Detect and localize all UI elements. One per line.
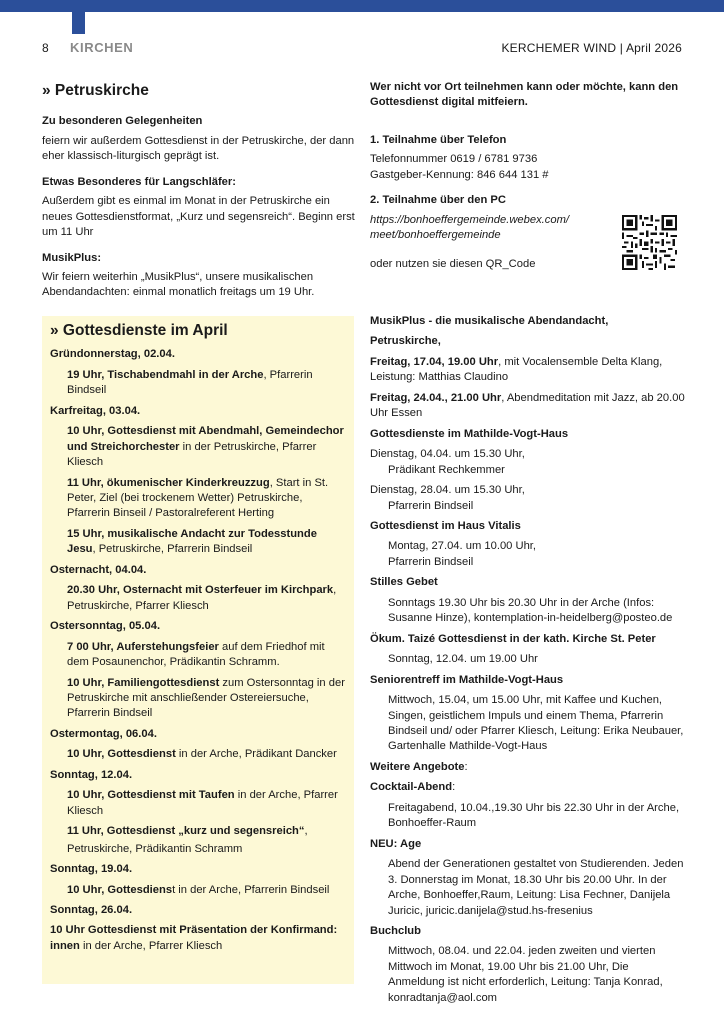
day-sonntag-12: Sonntag, 12.04. — [50, 768, 133, 781]
petruskirche-section — [42, 80, 357, 311]
top-bar — [0, 0, 724, 12]
neu-heading: NEU: Age — [370, 837, 422, 850]
top-bar-notch — [72, 12, 85, 34]
section-title: KIRCHEN — [70, 40, 134, 55]
service-entry: 7 00 Uhr, Auferstehungsfeier auf dem Friedhof mit dem Posaunenchor, Prädikantin Schramm. — [67, 640, 325, 669]
phone-heading: 1. Teilnahme über Telefon — [370, 133, 507, 146]
taize-text: Sonntag, 12.04. um 19.00 Uhr — [388, 653, 538, 666]
taize-heading: Ökum. Taizé Gottesdienst in der kath. Kirche St. Peter — [370, 632, 656, 645]
pc-url-line-1[interactable]: https://bonhoeffergemeinde.webex.com/ — [370, 213, 570, 226]
service-entry-line: Petruskirche, Prädikantin Schramm — [67, 842, 243, 855]
late-heading: Etwas Besonderes für Langschläfer: — [42, 175, 236, 188]
late-text: Außerdem gibt es einmal im Monat in der Petruskirche ein neues Gottesdienstformat, „Kurz und segensreich“. Beginn erst um 11 Uhr — [42, 195, 355, 239]
service-entry: 19 Uhr, Tischabendmahl in der Arche, Pfarrerin Bindseil — [67, 368, 313, 397]
april-services-box — [42, 316, 354, 984]
pc-url-line-2[interactable]: meet/bonhoeffergemeinde — [370, 229, 501, 242]
page-number: 8 — [42, 41, 49, 55]
musikplus-heading: MusikPlus - die musikalische Abendandacht, — [370, 315, 609, 327]
service-entry: 10 Uhr, Gottesdienst in der Arche, Prädikant Dancker — [67, 748, 337, 761]
day-sonntag-19: Sonntag, 19.04. — [50, 863, 133, 876]
service-entry: 11 Uhr, ökumenischer Kinderkreuzzug, Start in St. Peter, Ziel (bei trockenem Wetter) Petruskirche, Pfarrerin Binseil / Pastoralreferent Herting — [67, 476, 329, 520]
mvh-heading: Gottesdienste im Mathilde-Vogt-Haus — [370, 427, 569, 440]
neu-text: Abend der Generationen gestaltet von Studierenden. Jeden 3. Donnerstag im Monat, 18.30 Uhr bis 20.00 Uhr. In der Arche, Bonhoeffer,Raum, Leitung: Lisa Fechner, Danijela Juricic, juricic.danijela@stud.hs-fresenius — [388, 858, 684, 917]
musikplus-event: Freitag, 24.04., 21.00 Uhr, Abendmeditation mit Jazz, ab 20.00 Uhr Essen — [370, 391, 685, 420]
musik-heading: MusikPlus: — [42, 251, 102, 264]
pc-heading: 2. Teilnahme über den PC — [370, 194, 506, 207]
cocktail-heading: Cocktail-Abend: — [370, 781, 456, 794]
mvh-event-1-date: Dienstag, 04.04. um 15.30 Uhr, — [370, 448, 525, 461]
day-karfreitag: Karfreitag, 03.04. — [50, 404, 141, 417]
mvh-event-2-person: Pfarrerin Bindseil — [388, 499, 474, 512]
service-entry: 10 Uhr, Familiengottesdienst zum Ostersonntag in der Petruskirche mit anschließender Ostereiersuche, Pfarrerin Bindseil — [67, 676, 345, 720]
gebet-heading: Stilles Gebet — [370, 576, 438, 589]
musikplus-event: Freitag, 17.04, 19.00 Uhr, mit Vocalensemble Delta Klang, Leistung: Matthias Claudino — [370, 355, 663, 384]
phone-code: Gastgeber-Kennung: 846 644 131 # — [370, 168, 549, 181]
service-entry: 10 Uhr, Gottesdienst mit Abendmahl, Gemeindechor und Streichorchester in der Petruskirche, Pfarrer Kliesch — [67, 425, 344, 469]
musik-text: Wir feiern weiterhin „MusikPlus“, unsere musikalischen Abendandachten: einmal monatlich freitags um 19 Uhr. — [42, 271, 315, 299]
vitalis-date: Montag, 27.04. um 10.00 Uhr, — [388, 540, 537, 553]
running-head: KERCHEMER WIND | April 2026 — [501, 41, 682, 55]
day-ostermontag: Ostermontag, 06.04. — [50, 727, 157, 740]
service-entry: 20.30 Uhr, Osternacht mit Osterfeuer im Kirchpark, Petruskirche, Pfarrer Kliesch — [67, 584, 337, 612]
mvh-event-2-date: Dienstag, 28.04. um 15.30 Uhr, — [370, 484, 525, 497]
vitalis-person: Pfarrerin Bindseil — [388, 555, 474, 568]
musikplus-place: Petruskirche, — [370, 335, 441, 348]
april-title: » Gottesdienste im April — [50, 322, 228, 339]
qr-code-icon[interactable] — [622, 215, 677, 270]
senioren-text: Mittwoch, 15.04, um 15.00 Uhr, mit Kaffee und Kuchen, Singen, geistlichem Impuls und einem Thema, Pfarrerin Bindseil und/ oder Pfarrer Kliesch, Leitung: Erika Neubauer, Gartenhalle Mathilde-Vogt-Haus — [388, 694, 684, 753]
phone-number: Telefonnummer 0619 / 6781 9736 — [370, 153, 538, 166]
vitalis-heading: Gottesdienst im Haus Vitalis — [370, 519, 521, 532]
service-entry: 10 Uhr Gottesdienst mit Präsentation der Konfirmand: innen in der Arche, Pfarrer Kliesch — [50, 924, 338, 952]
cocktail-text: Freitagabend, 10.04.,19.30 Uhr bis 22.30 Uhr in der Arche, Bonhoeffer-Raum — [388, 801, 680, 830]
day-gruendonnerstag: Gründonnerstag, 02.04. — [50, 348, 175, 361]
service-entry: 10 Uhr, Gottesdienst in der Arche, Pfarrerin Bindseil — [67, 883, 330, 896]
qr-note: oder nutzen sie diesen QR_Code — [370, 257, 536, 270]
events-section — [370, 314, 686, 1011]
day-osternacht: Osternacht, 04.04. — [50, 563, 147, 576]
senioren-heading: Seniorentreff im Mathilde-Vogt-Haus — [370, 673, 564, 686]
petruskirche-title: » Petruskirche — [42, 82, 149, 99]
gebet-text: Sonntags 19.30 Uhr bis 20.30 Uhr in der Arche (Infos: Susanne Hinze), kontemplation-in-heidelberg@posteo.de — [388, 596, 673, 625]
buchclub-heading: Buchclub — [370, 924, 421, 937]
service-entry: 11 Uhr, Gottesdienst „kurz und segensreich“, — [67, 825, 308, 838]
mvh-event-1-person: Prädikant Rechkemmer — [388, 463, 505, 476]
digital-intro: Wer nicht vor Ort teilnehmen kann oder möchte, kann den Gottesdienst digital mitfeiern. — [370, 81, 679, 109]
service-entry: 15 Uhr, musikalische Andacht zur Todesstunde Jesu, Petruskirche, Pfarrerin Bindseil — [67, 527, 317, 556]
special-text: feiern wir außerdem Gottesdienst in der Petruskirche, der dann eher klassisch-liturgisch geprägt ist. — [42, 134, 355, 163]
special-heading: Zu besonderen Gelegenheiten — [42, 115, 203, 128]
day-ostersonntag: Ostersonntag, 05.04. — [50, 620, 161, 633]
weitere-heading: Weitere Angebote: — [370, 760, 468, 773]
service-entry: 10 Uhr, Gottesdienst mit Taufen in der Arche, Pfarrer Kliesch — [67, 789, 338, 817]
buchclub-text: Mittwoch, 08.04. und 22.04. jeden zweiten und vierten Mittwoch im Monat, 19.00 Uhr bis 21.00 Uhr, Die Anmeldung ist nicht erforderlich, Leitung: Tanja Konrad, konradtanja@aol.com — [388, 945, 663, 1004]
day-sonntag-26: Sonntag, 26.04. — [50, 903, 133, 916]
